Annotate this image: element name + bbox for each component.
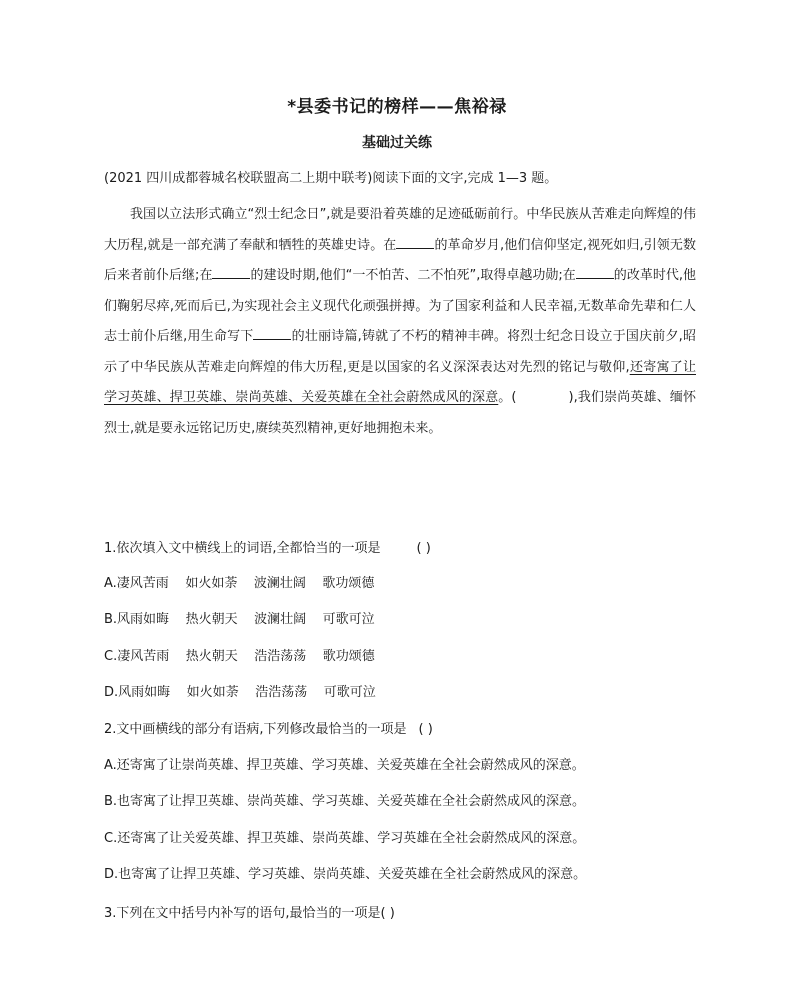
fill-blank bbox=[253, 327, 291, 340]
fill-blank bbox=[212, 266, 250, 279]
passage-text: 的壮丽诗篇,铸就了不朽的精神丰碑。将烈士纪念日设立于国庆前夕,昭示了中华民族从苦难走向辉煌的伟大历程,更是以国家的名义深深表达对先烈的铭记与敬仰, bbox=[104, 329, 696, 375]
question-2-option-a: A.还寄寓了让崇尚英雄、捍卫英雄、学习英雄、关爱英雄在全社会蔚然成风的深意。 bbox=[104, 758, 585, 773]
passage-text: 的革命岁月,他们信仰坚定,视死如归,引领无数后来者前仆后继;在 bbox=[104, 237, 696, 283]
source-line: (2021 四川成都蓉城名校联盟高二上期中联考)阅读下面的文字,完成 1—3 题。 bbox=[104, 171, 558, 186]
question-1-option-b: B.风雨如晦 热火朝天 波澜壮阔 可歌可泣 bbox=[104, 612, 375, 627]
question-1-option-d: D.风雨如晦 如火如荼 浩浩荡荡 可歌可泣 bbox=[104, 685, 376, 700]
question-1-stem: 1.依次填入文中横线上的词语,全都恰当的一项是 ( ) bbox=[104, 541, 431, 556]
question-2-option-b: B.也寄寓了让捍卫英雄、崇尚英雄、学习英雄、关爱英雄在全社会蔚然成风的深意。 bbox=[104, 794, 586, 809]
fill-blank bbox=[396, 236, 434, 249]
reading-passage bbox=[104, 200, 696, 444]
answer-paren: ( ) bbox=[416, 541, 431, 556]
passage-text: 的建设时期,他们“一不怕苦、二不怕死”,取得卓越功勋;在 bbox=[250, 268, 576, 283]
passage-paragraph bbox=[104, 200, 696, 444]
answer-paren: ( ) bbox=[418, 722, 433, 737]
passage-text: 的改革时代,他们鞠躬尽瘁,死而后已,为实现社会主义现代化顽强拼搏。为了国家利益和人民幸福,无数革命先辈和仁人志士前仆后继,用生命写下 bbox=[104, 268, 696, 344]
underlined-sentence: 还寄寓了让学习英雄、捍卫英雄、崇尚英雄、关爱英雄在全社会蔚然成风的深意 bbox=[104, 359, 696, 405]
question-1-option-a: A.凄风苦雨 如火如荼 波澜壮阔 歌功颂德 bbox=[104, 576, 375, 591]
passage-text: 我国以立法形式确立“烈士纪念日”,就是要沿着英雄的足迹砥砺前行。中华民族从苦难走向辉煌的伟大历程,就是一部充满了奉献和牺牲的英雄史诗。在 bbox=[104, 207, 696, 253]
passage-text: ),我们崇尚英雄、缅怀烈士,就是要永远铭记历史,赓续英烈精神,更好地拥抱未来。 bbox=[104, 390, 696, 436]
question-2-option-c: C.还寄寓了让关爱英雄、捍卫英雄、崇尚英雄、学习英雄在全社会蔚然成风的深意。 bbox=[104, 831, 586, 846]
question-2-option-d: D.也寄寓了让捍卫英雄、学习英雄、崇尚英雄、关爱英雄在全社会蔚然成风的深意。 bbox=[104, 867, 587, 882]
section-subtitle: 基础过关练 bbox=[362, 135, 432, 151]
fill-blank bbox=[576, 266, 614, 279]
question-3-stem: 3.下列在文中括号内补写的语句,最恰当的一项是( ) bbox=[104, 906, 395, 921]
question-2-stem: 2.文中画横线的部分有语病,下列修改最恰当的一项是 ( ) bbox=[104, 722, 433, 737]
question-1-option-c: C.凄风苦雨 热火朝天 浩浩荡荡 歌功颂德 bbox=[104, 649, 375, 664]
page-title: *县委书记的榜样——焦裕禄 bbox=[287, 97, 507, 117]
passage-text: 。( bbox=[498, 390, 517, 405]
